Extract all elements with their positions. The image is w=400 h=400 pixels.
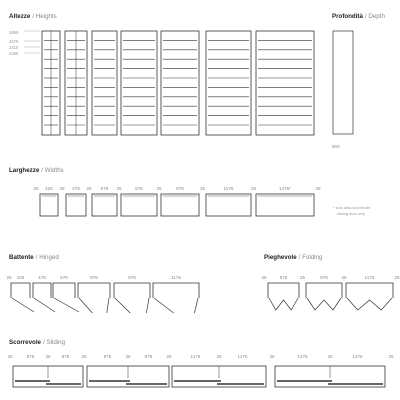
cabinet-outline: [33, 283, 51, 298]
folding-leaves: [307, 298, 341, 310]
cabinet-outline: [53, 283, 75, 298]
wardrobe-elevation: [65, 31, 87, 135]
height-value-1: 2895: [9, 30, 19, 35]
door-leaf: [115, 298, 130, 313]
hinged-door-plan: [33, 283, 55, 312]
wardrobe-elevation: [206, 31, 251, 135]
width-gap-label: 25: [315, 186, 321, 191]
hinged-door-plan: [11, 283, 34, 312]
folding-door-plan: [268, 283, 299, 310]
sliding-gap-label: 25: [216, 354, 222, 359]
width-module: [206, 194, 251, 216]
width-gap-label: 25: [59, 186, 65, 191]
elevation-frame: [121, 31, 157, 135]
sliding-gap-label: 25: [81, 354, 87, 359]
sliding-value-label: 1475: [297, 354, 308, 359]
hinged-door-plan: [153, 283, 199, 313]
height-value-2: 2675: [9, 39, 19, 44]
cabinet-outline: [114, 283, 150, 298]
elevation-frame: [256, 31, 314, 135]
width-value-label: 476: [72, 186, 80, 191]
width-gap-label: 25: [33, 186, 39, 191]
width-modules: [33, 186, 321, 216]
width-module: [92, 194, 117, 216]
folding-gap-label: 25: [341, 275, 347, 280]
hinged-door-plans: [6, 275, 199, 313]
sliding-door-plan: [13, 366, 83, 387]
sliding-door-plan: [275, 366, 385, 387]
sliding-value-label: 975: [144, 354, 153, 359]
width-gap-label: 25: [156, 186, 162, 191]
elevation-frame: [161, 31, 199, 135]
width-module: [40, 194, 58, 216]
door-leaf: [107, 298, 109, 313]
height-guide-lines: [24, 31, 40, 53]
depth-value: 602: [332, 144, 340, 149]
width-module: [121, 194, 157, 216]
cabinet-outline: [11, 283, 30, 298]
hinged-value-label: 426: [16, 275, 25, 280]
sliding-value-label: 975: [103, 354, 112, 359]
sliding-value-label: 1175: [237, 354, 248, 359]
folding-gap-label: 25: [299, 275, 306, 280]
cabinet-outline: [306, 283, 342, 298]
width-value-label: 576: [100, 186, 109, 191]
height-value-4: 2265: [9, 51, 19, 56]
door-leaf: [194, 298, 198, 313]
width-note-line1: * solo anta scorrevole: [333, 205, 371, 210]
cabinet-outline: [78, 283, 110, 298]
sliding-gap-label: 25: [269, 354, 275, 359]
folding-door-plan: [306, 283, 342, 310]
hinged-door-plan: [53, 283, 79, 312]
wardrobe-elevation: [42, 31, 60, 135]
door-leaf: [12, 298, 34, 312]
sliding-door-plan: [172, 366, 266, 387]
sliding-value-label: 875: [61, 354, 70, 359]
folding-value-label: 1176: [364, 275, 375, 280]
sliding-value-label: 1475: [352, 354, 363, 359]
sliding-door-plan: [87, 366, 169, 387]
depth-side-view: [333, 31, 353, 134]
hinged-value-label: 976: [128, 275, 136, 280]
width-gap-label: 25: [199, 186, 206, 191]
sliding-gap-label: 25: [7, 354, 13, 359]
sliding-gap-label: 25: [45, 354, 51, 359]
sliding-value-label: 875: [26, 354, 35, 359]
elevation-frame: [92, 31, 117, 135]
folding-title: Pieghevole / Folding: [264, 254, 323, 261]
sliding-gap-label: 25: [166, 354, 172, 359]
folding-gap-label: 25: [394, 275, 400, 280]
wardrobe-elevation: [256, 31, 314, 135]
folding-value-label: 976: [320, 275, 328, 280]
folding-door-plans: [261, 275, 400, 310]
sliding-gap-label: 25: [327, 354, 333, 359]
elevation-frame: [206, 31, 251, 135]
wardrobe-elevations: [42, 31, 314, 135]
hinged-door-plan: [114, 283, 150, 313]
width-module: [66, 194, 86, 216]
hinged-value-label: 476: [38, 275, 46, 280]
depth-title: Profondità / Depth: [332, 13, 385, 20]
heights-title: Altezze / Heights: [9, 13, 57, 20]
sliding-gap-label: 25: [125, 354, 131, 359]
door-leaf: [34, 298, 55, 312]
width-note-line2: sliding door only: [337, 211, 366, 216]
width-module: [161, 194, 199, 216]
wardrobe-elevation: [92, 31, 117, 135]
folding-leaves: [269, 298, 298, 310]
width-gap-label: 25: [250, 186, 257, 191]
height-value-3: 2415: [9, 45, 19, 50]
width-value-label: 1176: [223, 186, 234, 191]
width-gap-label: 25: [116, 186, 122, 191]
sliding-value-label: 1175: [190, 354, 201, 359]
width-value-label: 876: [135, 186, 143, 191]
folding-gap-label: 25: [261, 275, 267, 280]
sliding-title: Scorrevole / Sliding: [9, 339, 66, 346]
widths-title: Larghezze / Widths: [9, 167, 64, 174]
hinged-value-label: 576: [60, 275, 68, 280]
door-leaf: [146, 298, 149, 313]
door-leaf: [154, 298, 174, 313]
sliding-door-plans: [7, 354, 394, 387]
width-value-label: 976: [176, 186, 184, 191]
width-value-label: 1476*: [278, 186, 292, 191]
hinged-value-label: 876: [90, 275, 98, 280]
hinged-title: Battente / Hinged: [9, 254, 59, 261]
wardrobe-elevation: [121, 31, 157, 135]
cabinet-outline: [153, 283, 199, 298]
hinged-value-label: 1176: [171, 275, 181, 280]
width-module: [256, 194, 314, 216]
hinged-door-plan: [78, 283, 110, 313]
cabinet-outline: [346, 283, 393, 298]
wardrobe-elevation: [161, 31, 199, 135]
cabinet-outline: [268, 283, 299, 298]
door-leaf: [54, 298, 79, 312]
folding-door-plan: [346, 283, 393, 310]
hinged-gap-label: 25: [6, 275, 12, 280]
folding-value-label: 876: [279, 275, 288, 280]
width-gap-label: 25: [86, 186, 92, 191]
sliding-gap-label: 25: [388, 354, 394, 359]
width-value-label: 426: [45, 186, 53, 191]
folding-leaves: [347, 298, 392, 310]
door-leaf: [79, 298, 92, 313]
